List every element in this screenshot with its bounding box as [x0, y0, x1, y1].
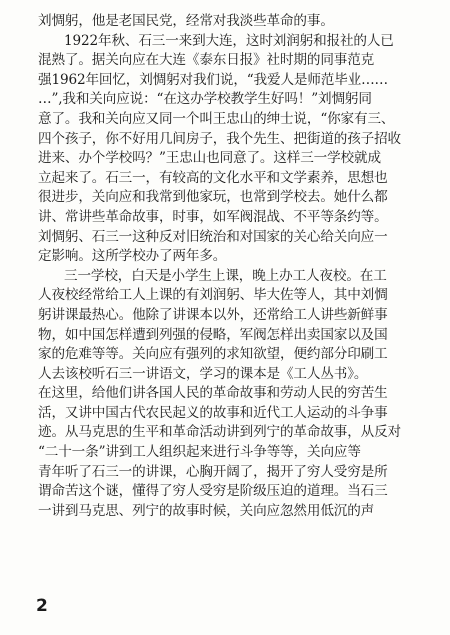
text-line: 刘惆躬、石三一这种反对旧统治和对国家的关心给关向应一 [38, 228, 388, 245]
text-line: 一讲到马克思、列宁的故事时候，关向应忽然用低沉的声 [38, 502, 375, 519]
text-line: 青年听了石三一的讲课，心胸开阔了，揭开了穷人受穷是所 [38, 463, 388, 480]
text-line: 混熟了。据关向应在大连《泰东日报》社时期的同事范克 [38, 52, 375, 69]
text-line: 刘惆躬，他是老国民党，经常对我淡些革命的事。 [38, 13, 334, 29]
body-text [38, 12, 414, 521]
text-line: 家的危难等等。关向应有强列的求知欲望，便约部分印刷工 [38, 346, 388, 363]
text-line: 活，又讲中国古代农民起义的故事和近代工人运动的斗争事 [38, 404, 388, 421]
text-line: 物，如中国怎样遭到列强的侵略，军阀怎样出卖国家以及国 [38, 326, 388, 343]
text-line: 讲、常讲些革命故事，时事，如军阀混战、不平等条约等。 [38, 208, 388, 225]
text-line: 很进步，关向应和我常到他家玩，也常到学校去。她什么都 [38, 189, 388, 206]
page-number: 2 [36, 596, 48, 616]
text-line: 1922年秋、石三一来到大连，这时刘润躬和报社的人已 [64, 32, 394, 49]
text-line: 躬讲课最热心。他除了讲课本以外，还常给工人讲些新鲜事 [38, 306, 388, 323]
text-line: 强1962年回忆，刘惆躬对我们说，“我爱人是师范毕业…… [38, 71, 388, 88]
text-line: 迹。从马克思的生平和革命活动讲到列宁的革命故事，从反对 [38, 424, 401, 441]
text-line: 定影响。这所学校办了两年多。 [38, 248, 227, 265]
text-line: 进来、办个学校吗？”王忠山也同意了。这样三一学校就成 [38, 150, 381, 167]
text-line: 谓命苦这个谜，懂得了穷人受穷是阶级压迫的道理。当石三 [38, 483, 388, 500]
text-line: 立起来了。石三一，有较高的文化水平和文学素养，思想也 [38, 169, 388, 186]
text-line: 人夜校经常给工人上课的有刘润躬、毕大佐等人，其中刘惆 [38, 287, 388, 304]
text-line: “二十一条”讲到工人组织起来进行斗争等等，关向应等 [38, 444, 361, 461]
text-line: …”,我和关向应说：“在这办学校教学生好吗！”刘惆躬同 [38, 91, 372, 108]
text-line: 三一学校，白天是小学生上课，晚上办工人夜校。在工 [64, 267, 387, 284]
text-line: 意了。我和关向应又同一个叫王忠山的绅士说，“你家有三、 [38, 110, 395, 127]
text-line: 人去该校听石三一讲语文，学习的课本是《工人丛书》。 [38, 365, 368, 382]
text-line: 在这里，给他们讲各国人民的革命故事和劳动人民的穷苦生 [38, 385, 388, 402]
text-line: 四个孩子，你不好用几间房子，我个先生、把街道的孩子招收 [38, 130, 401, 147]
